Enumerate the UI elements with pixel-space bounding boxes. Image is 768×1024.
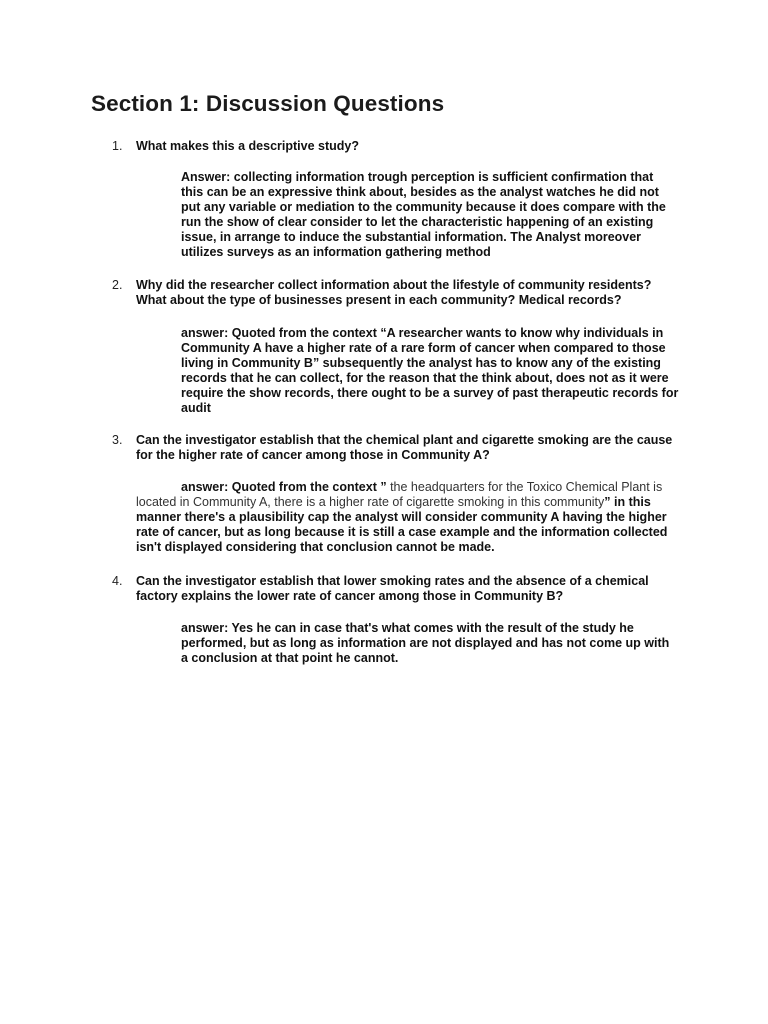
question-3-text: Can the investigator establish that the chemical plant and cigarette smoking are the cause for the higher rate of cancer among those in Community A?	[136, 433, 673, 462]
question-number-1: 1.	[112, 139, 123, 153]
answer-2-text: answer: Quoted from the context “A researcher wants to know why individuals in Community A have a higher rate of a rare form of cancer when compared to those living in Community B” subsequently the analyst has to know any of the existing records that he can collect, for the reason that the think about, does not as it were require the show records, there ought to be a survey of past therapeutic records for audit	[181, 326, 679, 415]
question-number-4: 4.	[112, 574, 123, 588]
question-number-2: 2.	[112, 278, 123, 292]
answer-1-text: Answer: collecting information trough perception is sufficient confirmation that this can be an expressive think about, besides as the analyst watches he did not put any variable or mediation to the community because it does compare with the run the show of clear consider to let the characteristic happening of an existing issue, in arrange to induce the substantial information. The Analyst moreover utilizes surveys as an information gathering method	[181, 170, 666, 259]
question-4-text: Can the investigator establish that lower smoking rates and the absence of a chemical factory explains the lower rate of cancer among those in Community B?	[136, 574, 649, 603]
answer-3-tail: ” in this manner there's a plausibility cap the analyst will consider community A having the higher rate of cancer, but as long because it is still a case example and the information collected isn't displayed considering that conclusion cannot be made.	[136, 495, 668, 554]
answer-4-text: answer: Yes he can in case that's what comes with the result of the study he performed, but as long as information are not displayed and has not come up with a conclusion at that point he cannot.	[181, 621, 670, 665]
question-2-text: Why did the researcher collect information about the lifestyle of community residents? What about the type of businesses present in each community? Medical records?	[136, 278, 652, 307]
question-1-text: What makes this a descriptive study?	[136, 139, 359, 153]
answer-3-lead: answer: Quoted from the context ”	[181, 480, 387, 494]
page-title: Section 1: Discussion Questions	[91, 91, 445, 116]
answer-3-quote: the headquarters for the Toxico Chemical Plant is located in Community A, there is a higher rate of cigarette smoking in this community	[136, 480, 663, 509]
question-number-3: 3.	[112, 433, 123, 447]
answer-3-text	[136, 480, 676, 555]
